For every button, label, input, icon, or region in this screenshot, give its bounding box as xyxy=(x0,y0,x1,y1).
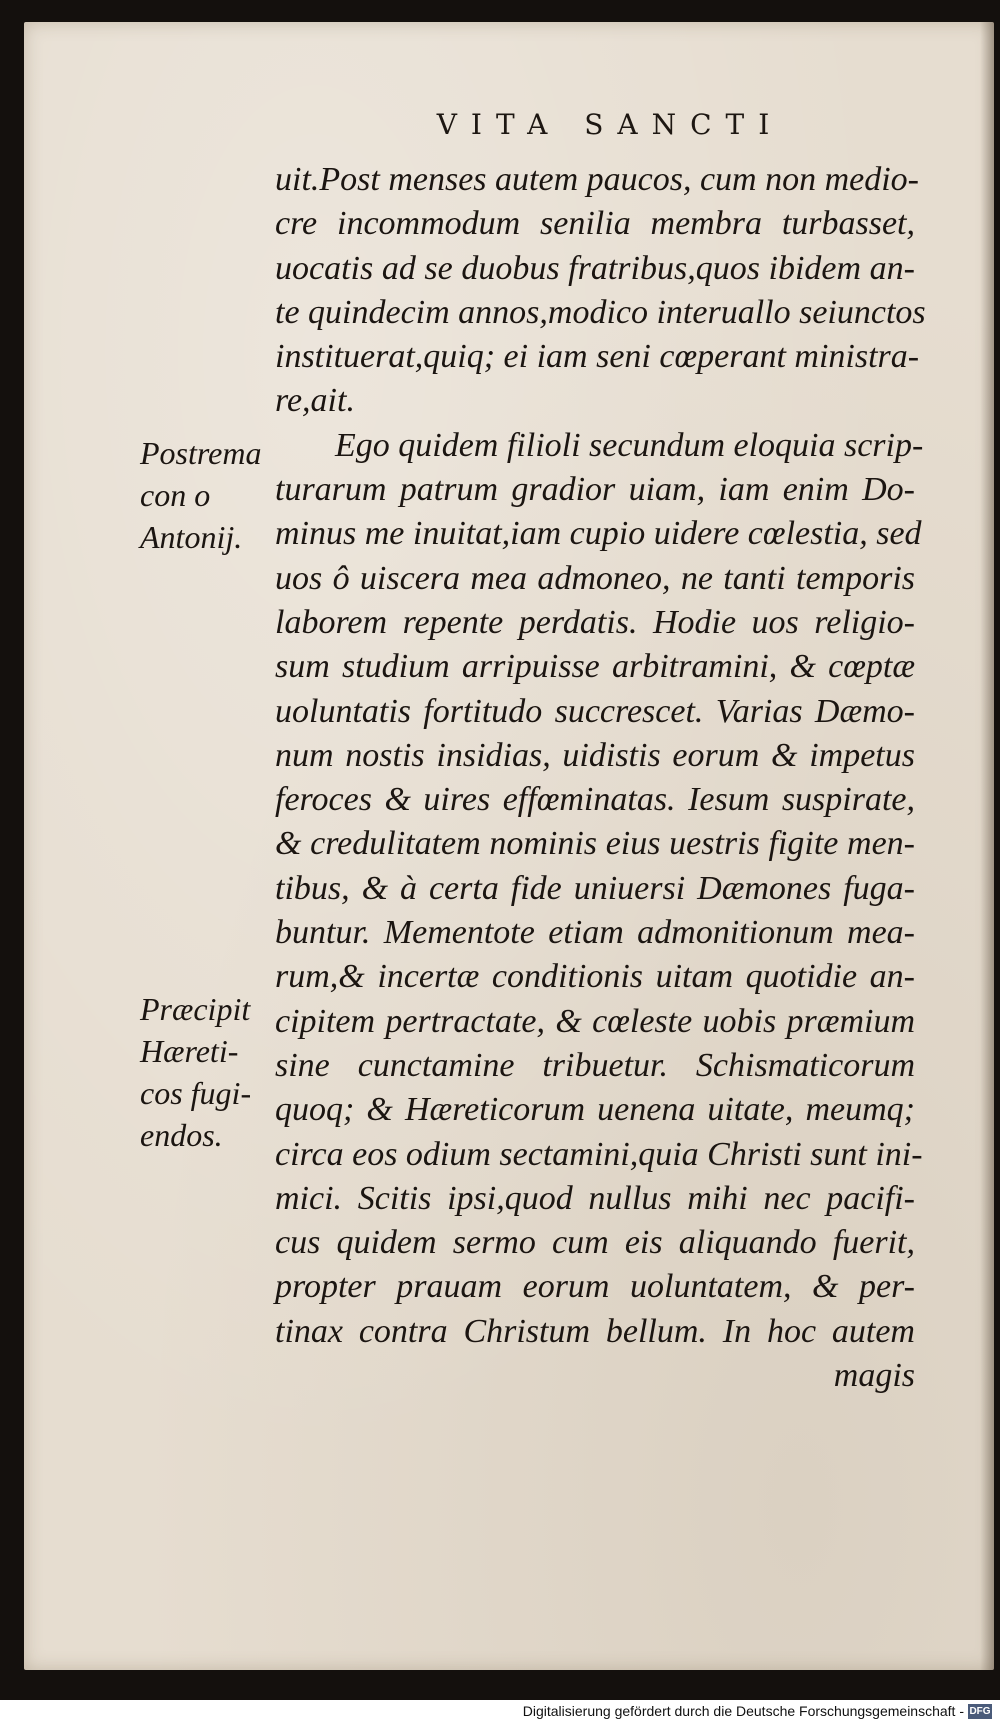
margin-note-line: cos fugi- xyxy=(140,1075,252,1111)
text-line: tibus, & à certa fide uniuersi Dæmones fuga- xyxy=(275,869,915,907)
dfg-logo: DFG xyxy=(969,1706,991,1717)
margin-note-line: Antonij. xyxy=(140,519,243,555)
text-line: instituerat,quiq; ei iam seni cœperant ministra- xyxy=(275,338,920,376)
margin-note-line: Postrema xyxy=(140,435,262,471)
text-line: minus me inuitat,iam cupio uidere cœlestia, sed xyxy=(275,515,922,553)
running-head: VITA SANCTI xyxy=(436,108,784,141)
margin-note-line: Hæreti- xyxy=(140,1033,239,1069)
text-line: sine cunctamine tribuetur. Schismaticorum xyxy=(275,1046,915,1084)
page-edge-shadow xyxy=(980,22,994,1670)
funding-credit: Digitalisierung gefördert durch die Deutsche Forschungsgemeinschaft - xyxy=(522,1703,964,1719)
margin-note-line: Præcipit xyxy=(140,991,251,1027)
text-line: uos ô uiscera mea admoneo, ne tanti temporis xyxy=(275,559,915,597)
margin-note-line: endos. xyxy=(140,1117,223,1153)
text-line: num nostis insidias, uidistis eorum & impetus xyxy=(275,736,915,774)
text-line: re,ait. xyxy=(275,382,355,420)
margin-note xyxy=(140,432,270,558)
text-line: uoluntatis fortitudo succrescet. Varias Dæmo- xyxy=(275,692,915,730)
text-line: rum,& incertæ conditionis uitam quotidie an- xyxy=(275,958,915,996)
text-line: cre incommodum senilia membra turbasset, xyxy=(275,205,915,243)
text-line: quoq; & Hæreticorum uenena uitate, meumq; xyxy=(275,1091,915,1129)
footer-strip xyxy=(0,1700,1000,1725)
text-line: turarum patrum gradior uiam, iam enim Do- xyxy=(275,471,915,509)
text-line: buntur. Mementote etiam admonitionum mea- xyxy=(275,914,915,952)
text-line: uocatis ad se duobus fratribus,quos ibidem an- xyxy=(275,249,915,287)
text-line: & credulitatem nominis eius uestris figite men- xyxy=(275,825,915,863)
text-line: cipitem pertractate, & cœleste uobis præmium xyxy=(275,1002,915,1040)
catchword: magis xyxy=(833,1357,915,1395)
text-line: circa eos odium sectamini,quia Christi sunt ini- xyxy=(275,1135,923,1173)
margin-note-line: con o xyxy=(140,477,211,513)
text-line: cus quidem sermo cum eis aliquando fuerit, xyxy=(275,1224,915,1262)
margin-note xyxy=(140,988,270,1156)
body-text xyxy=(275,158,926,1398)
text-line: mici. Scitis ipsi,quod nullus mihi nec pacifi- xyxy=(275,1179,915,1217)
text-line: tinax contra Christum bellum. In hoc autem xyxy=(275,1312,915,1350)
text-line: laborem repente perdatis. Hodie uos religio- xyxy=(275,603,915,641)
text-line: uit.Post menses autem paucos, cum non medio- xyxy=(275,161,920,198)
text-line: te quindecim annos,modico interuallo seiunctos xyxy=(275,293,926,331)
text-line: sum studium arripuisse arbitramini, & cœptæ xyxy=(275,648,915,686)
text-line: propter prauam eorum uoluntatem, & per- xyxy=(275,1268,915,1306)
text-line: Ego quidem filioli secundum eloquia scrip- xyxy=(335,426,924,464)
text-line: feroces & uires effœminatas. Iesum suspirate, xyxy=(275,781,915,819)
